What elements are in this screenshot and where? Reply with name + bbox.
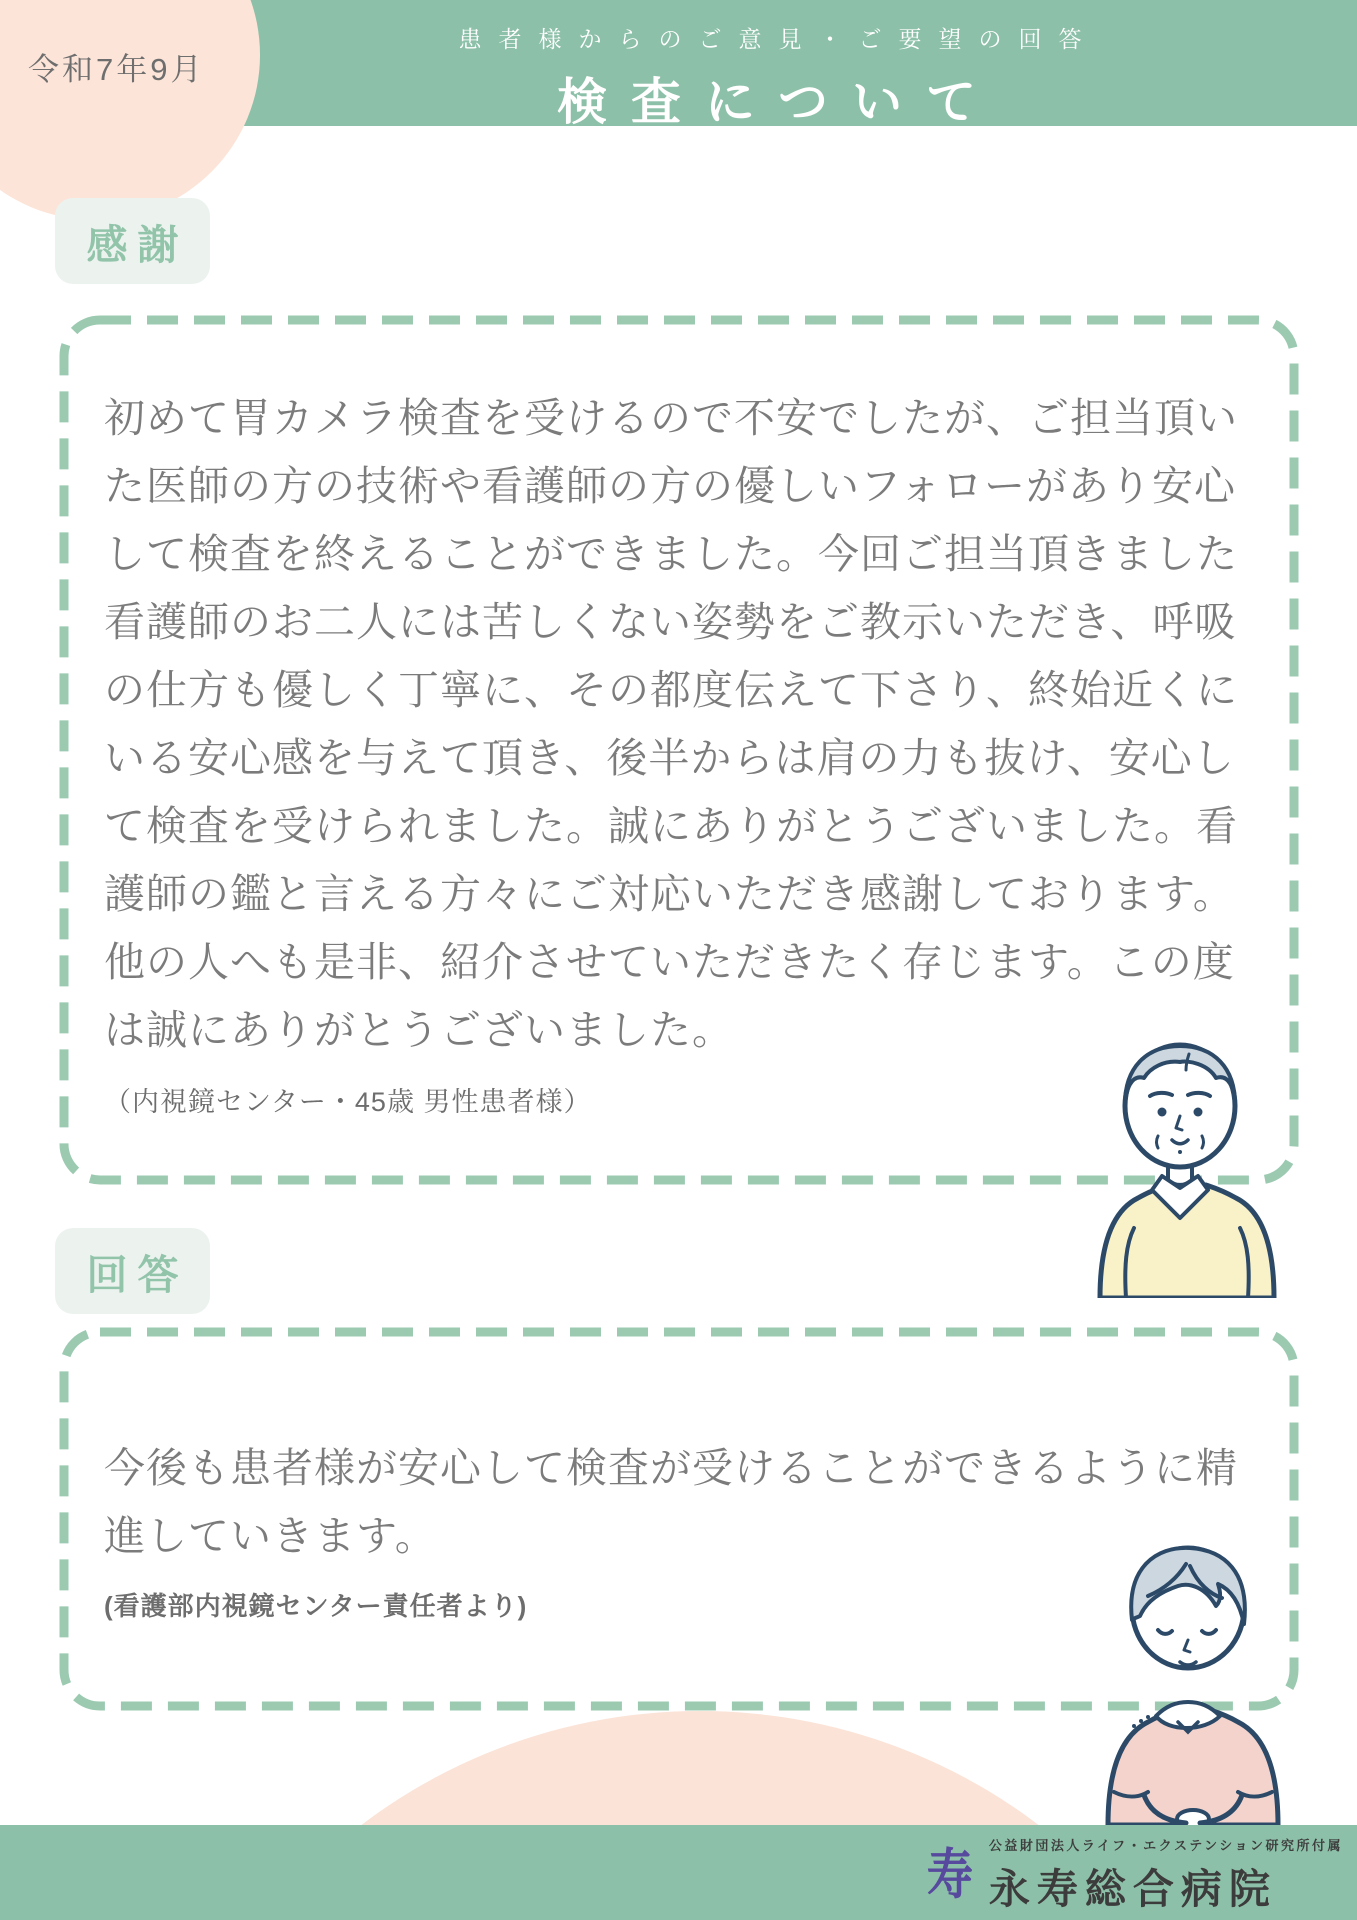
gratitude-attribution: （内視鏡センター・45歳 男性患者様） (104, 1087, 592, 1117)
gratitude-body-text: 初めて胃カメラ検査を受けるので不安でしたが、ご担当頂いた医師の方の技術や看護師の方の優しいフォローがあり安心して検査を終えることができました。今回ご担当頂きました看護師のお二人には苦しくない姿勢をご教示いただき、呼吸の仕方も優しく丁寧に、その都度伝えて下さり、終始近くにいる安心感を与えて頂き、後半からは肩の力も抜け、安心して検査を受けられました。誠にありがとうございました。看護師の鑑と言える方々にご対応いただき感謝しております。他の人へも是非、紹介させていただきたく存じます。この度は誠にありがとうございました。 (104, 395, 1238, 1053)
hospital-logo-mark-icon: 寿 (926, 1845, 973, 1905)
bowing-nurse-illustration (1098, 1540, 1288, 1825)
page-title: 検査について (557, 74, 1000, 130)
answer-attribution: (看護部内視鏡センター責任者より) (104, 1591, 528, 1621)
answer-section-label: 回答 (55, 1228, 210, 1314)
hospital-name: 永寿総合病院 (988, 1866, 1277, 1912)
date-label: 令和7年9月 (28, 52, 205, 87)
hospital-logo (923, 1835, 1343, 1915)
elderly-man-illustration (1092, 1040, 1282, 1298)
header-subtitle: 患者様からのご意見・ご要望の回答 (458, 26, 1099, 52)
answer-body-text: 今後も患者様が安心して検査が受けることができるように精進していきます。 (104, 1445, 1238, 1559)
footer-band (0, 1825, 1357, 1920)
hospital-logo-text (989, 1835, 1343, 1915)
header (200, 0, 1357, 130)
gratitude-section-label: 感謝 (55, 198, 210, 284)
hospital-foundation-name: 公益財団法人ライフ・エクステンション研究所付属 (988, 1838, 1343, 1853)
